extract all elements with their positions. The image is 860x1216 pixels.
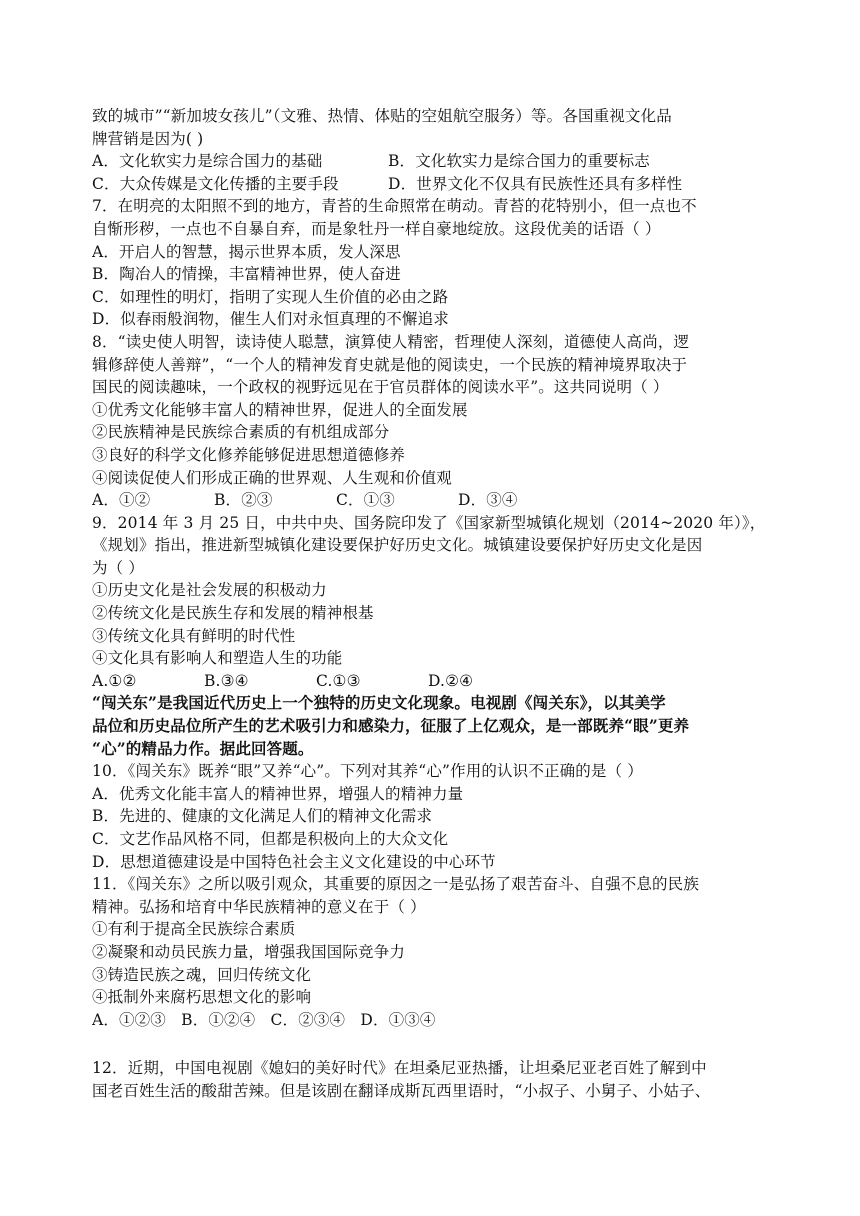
q9-stem-line-3: 为（ ） xyxy=(92,558,145,577)
q10-stem-line-1: 10．《闯关东》既养“眼”又养“心”。下列对其养“心”作用的认识不正确的是（ ） xyxy=(92,762,643,781)
q7-stem-line-2: 自惭形秽，一点也不自暴自弃，而是象牡丹一样自豪地绽放。这段优美的话语（ ） xyxy=(92,219,661,238)
q6-option-a: A．文化软实力是综合国力的基础 xyxy=(92,152,323,171)
q6-option-d: D．世界文化不仅具有民族性还具有多样性 xyxy=(388,174,683,193)
q8-item-4: ④阅读促使人们形成正确的世界观、人生观和价值观 xyxy=(92,468,452,487)
q10-option-d: D．思想道德建设是中国特色社会主义文化建设的中心环节 xyxy=(92,852,496,871)
material-line-2: 品位和历史品位所产生的艺术吸引力和感染力，征服了上亿观众，是一部既养“眼”更养 xyxy=(92,716,690,736)
q8-stem-line-1: 8．“读史使人明智，读诗使人聪慧，演算使人精密，哲理使人深刻，道德使人高尚，逻 xyxy=(92,332,690,351)
blank-spacer xyxy=(92,1031,772,1057)
q12-stem-line-2: 国老百姓生活的酸甜苦辣。但是该剧在翻译成斯瓦西里语时，“小叔子、小舅子、小姑子、 xyxy=(92,1081,711,1100)
q11-stem-line-2: 精神。弘扬和培育中华民族精神的意义在于（ ） xyxy=(92,897,426,916)
q11-options-row: A．①②③ B．①②④ C．②③④ D．①③④ xyxy=(92,1010,436,1029)
q8-stem-line-3: 国民的阅读趣味，一个政权的视野远见在于官员群体的阅读水平”。这共同说明（ ） xyxy=(92,378,669,397)
q12-stem-line-1: 12．近期，中国电视剧《媳妇的美好时代》在坦桑尼亚热播，让坦桑尼亚老百姓了解到中 xyxy=(92,1059,707,1078)
q9-item-4: ④文化具有影响人和塑造人生的功能 xyxy=(92,649,343,668)
material-line-1: “闯关东”是我国近代历史上一个独特的历史文化现象。电视剧《闯关东》，以其美学 xyxy=(92,693,666,713)
page-content xyxy=(92,105,772,1103)
q9-item-3: ③传统文化具有鲜明的时代性 xyxy=(92,626,296,645)
q8-item-2: ②民族精神是民族综合素质的有机组成部分 xyxy=(92,423,390,442)
q6-stem-line-2: 牌营销是因为( ) xyxy=(92,129,204,148)
q6-options-row-1 xyxy=(92,150,772,173)
q9-options-row xyxy=(92,670,772,693)
q9-option-d: D.②④ xyxy=(428,671,474,690)
q6-stem-line-1: 致的城市”“新加坡女孩儿”（文雅、热情、体贴的空姐航空服务）等。各国重视文化品 xyxy=(92,107,672,125)
q11-item-2: ②凝聚和动员民族力量，增强我国国际竞争力 xyxy=(92,942,406,961)
q7-stem-line-1: 7．在明亮的太阳照不到的地方，青苔的生命照常在萌动。青苔的花特别小，但一点也不 xyxy=(92,197,697,216)
question-12 xyxy=(92,1057,772,1102)
q8-option-c: C．①③ xyxy=(336,491,395,510)
q6-option-b: B．文化软实力是综合国力的重要标志 xyxy=(388,152,650,171)
q6-option-c: C．大众传媒是文化传播的主要手段 xyxy=(92,174,339,193)
q10-option-b: B．先进的、健康的文化满足人们的精神文化需求 xyxy=(92,807,433,826)
q7-option-c: C．如理性的明灯，指明了实现人生价值的必由之路 xyxy=(92,287,449,306)
question-11 xyxy=(92,873,772,1031)
q8-item-1: ①优秀文化能够丰富人的精神世界，促进人的全面发展 xyxy=(92,400,468,419)
q11-item-1: ①有利于提高全民族综合素质 xyxy=(92,920,296,939)
q9-option-c: C.①③ xyxy=(316,671,361,690)
q7-option-d: D．似春雨般润物，催生人们对永恒真理的不懈追求 xyxy=(92,310,449,329)
reading-material xyxy=(92,692,772,760)
q10-option-a: A．优秀文化能丰富人的精神世界，增强人的精神力量 xyxy=(92,784,464,803)
question-9 xyxy=(92,512,772,693)
q9-stem-line-1: 9．2014 年 3 月 25 日，中共中央、国务院印发了《国家新型城镇化规划（2014~2020 年）》， xyxy=(92,513,766,532)
q10-option-c: C．文艺作品风格不同，但都是积极向上的大众文化 xyxy=(92,830,449,848)
question-7 xyxy=(92,195,772,331)
q8-option-b: B．②③ xyxy=(214,491,273,510)
question-10 xyxy=(92,760,772,873)
q9-option-b: B.③④ xyxy=(204,671,249,690)
question-6-continued xyxy=(92,105,772,195)
q9-option-a: A.①② xyxy=(92,671,137,690)
q9-item-1: ①历史文化是社会发展的积极动力 xyxy=(92,581,327,600)
q8-item-3: ③良好的科学文化修养能够促进思想道德修养 xyxy=(92,445,406,464)
q8-stem-line-2: 辑修辞使人善辩”，“一个人的精神发育史就是他的阅读史，一个民族的精神境界取决于 xyxy=(92,355,688,374)
q11-item-3: ③铸造民族之魂，回归传统文化 xyxy=(92,965,312,984)
q7-option-b: B．陶冶人的情操，丰富精神世界，使人奋进 xyxy=(92,265,401,284)
q11-stem-line-1: 11．《闯关东》之所以吸引观众，其重要的原因之一是弘扬了艰苦奋斗、自强不息的民族 xyxy=(92,875,699,894)
q6-options-row-2 xyxy=(92,173,772,196)
q7-option-a: A．开启人的智慧，揭示世界本质，发人深思 xyxy=(92,242,401,261)
q11-item-4: ④抵制外来腐朽思想文化的影响 xyxy=(92,988,312,1007)
q9-item-2: ②传统文化是民族生存和发展的精神根基 xyxy=(92,604,374,623)
q8-option-d: D．③④ xyxy=(458,491,518,510)
q9-stem-line-2: 《规划》指出，推进新型城镇化建设要保护好历史文化。城镇建设要保护好历史文化是因 xyxy=(92,536,703,555)
q8-options-row xyxy=(92,489,772,512)
material-line-3: “心”的精品力作。据此回答题。 xyxy=(92,738,314,758)
q8-option-a: A．①② xyxy=(92,491,151,510)
question-8 xyxy=(92,331,772,512)
